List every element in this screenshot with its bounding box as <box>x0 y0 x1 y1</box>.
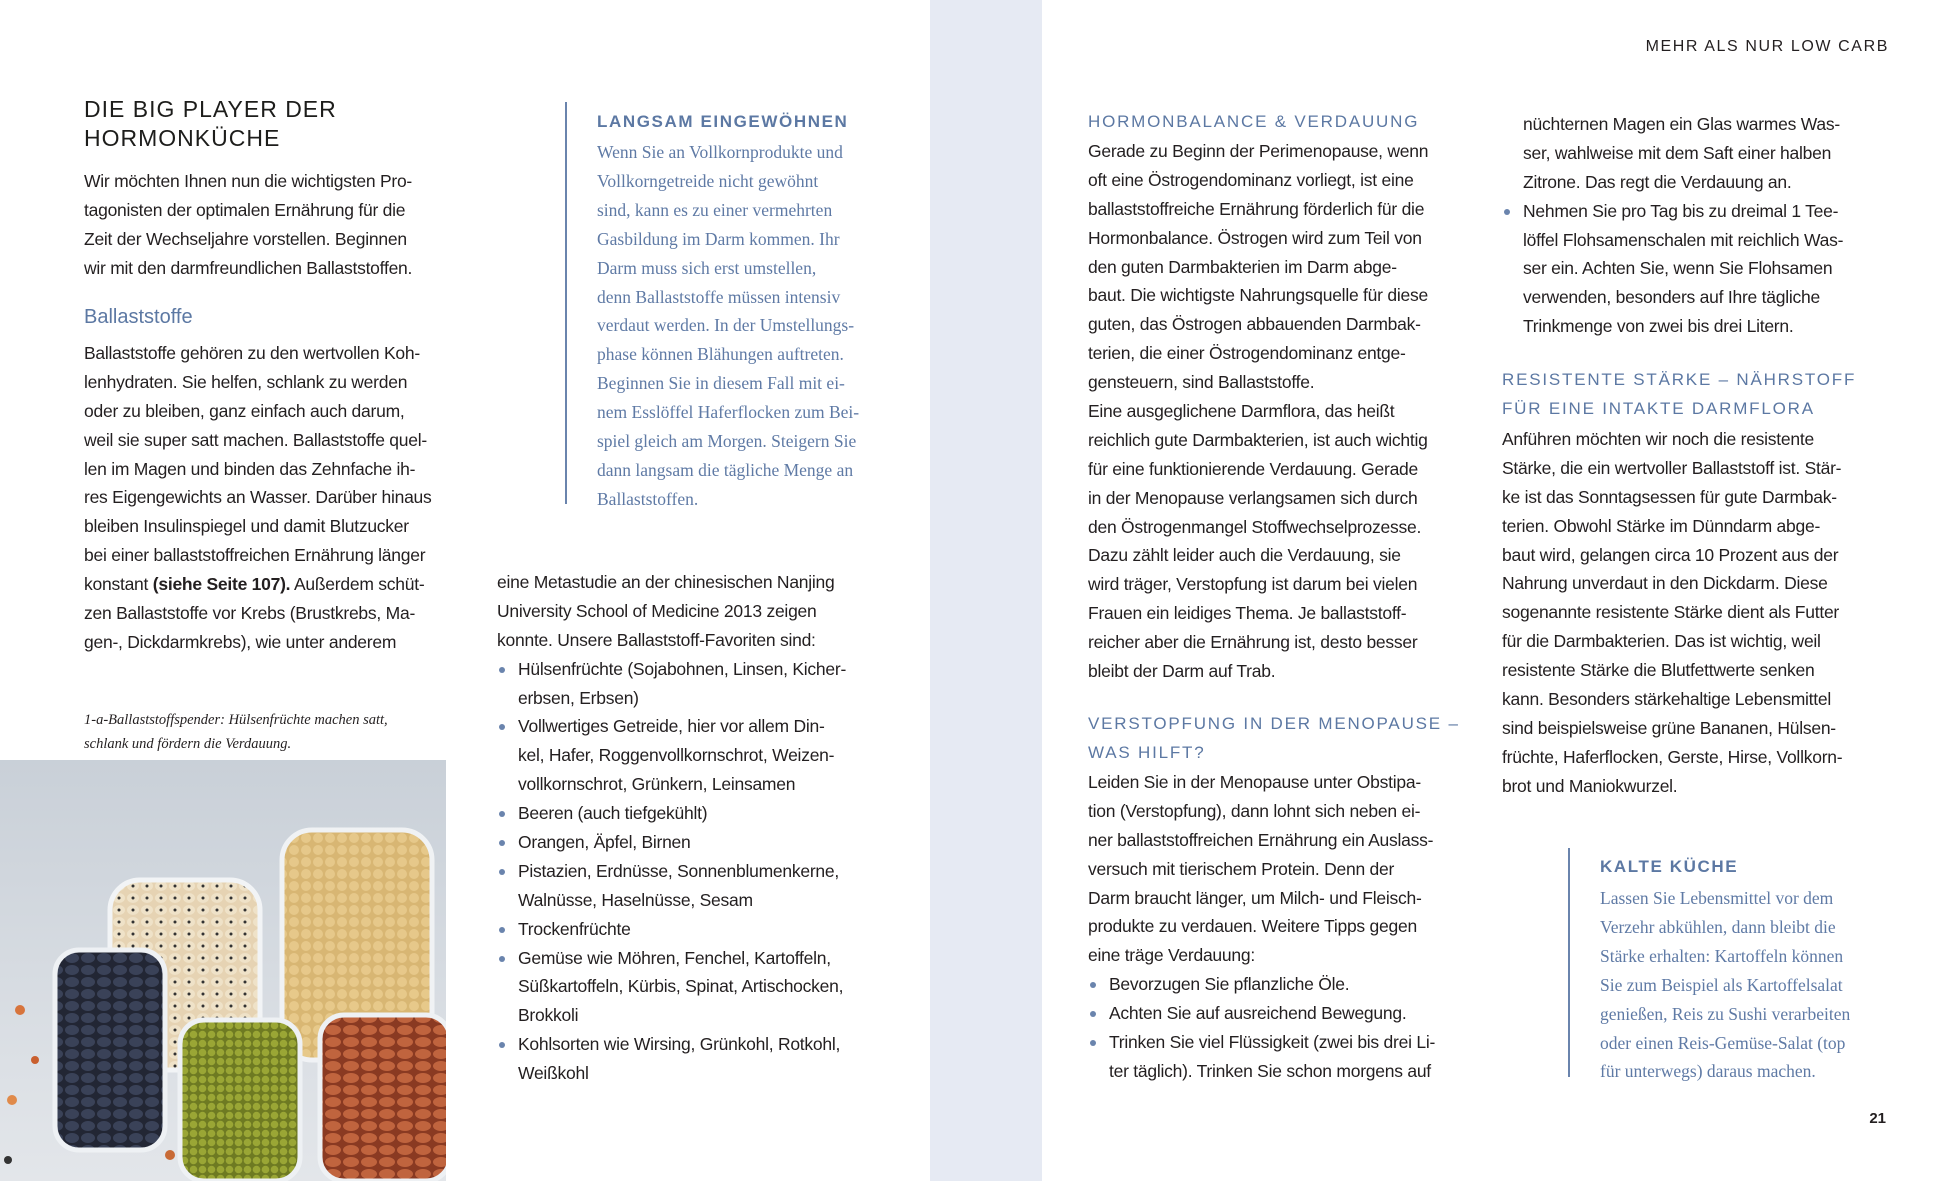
text-line: eine träge Verdauung: <box>1088 945 1255 966</box>
text-line: bleibt der Darm auf Trab. <box>1088 661 1276 682</box>
middle-column <box>497 568 846 1088</box>
list-item-line: Kohlsorten wie Wirsing, Grünkohl, Rotkohl, <box>518 1034 841 1055</box>
list-item <box>497 828 846 857</box>
resistente-staerke-paragraph <box>1502 425 1842 801</box>
list-item <box>1088 970 1435 999</box>
text: konstant <box>84 574 153 595</box>
list-item-line: ter täglich). Trinken Sie schon morgens auf <box>1109 1060 1431 1081</box>
list-item-line: vollkornschrot, Grünkern, Leinsamen <box>518 774 796 795</box>
text-line: oder einen Reis-Gemüse-Salat (top <box>1600 1032 1846 1053</box>
text-line: Wenn Sie an Vollkornprodukte und <box>597 142 843 162</box>
text-line: ner ballaststoffreichen Ernährung ein Auslass- <box>1088 829 1434 850</box>
text-line: lenhydraten. Sie helfen, schlank zu werden <box>84 371 408 392</box>
list-item-line: Beeren (auch tiefgekühlt) <box>518 803 708 824</box>
text-line: verdaut werden. In der Umstellungs- <box>597 315 855 336</box>
paragraph <box>497 568 846 655</box>
text-line: brot und Maniokwurzel. <box>1502 775 1678 796</box>
text-line: terien. Obwohl Stärke im Dünndarm abge- <box>1502 515 1821 536</box>
list-item-line: Hülsenfrüchte (Sojabohnen, Linsen, Kicher- <box>518 658 847 679</box>
text-line: phase können Blähungen auftreten. <box>597 344 844 365</box>
sidebar-rule <box>1568 848 1570 1077</box>
text-line: ser, wahlweise mit dem Saft einer halben <box>1523 142 1832 163</box>
sidebar-heading: LANGSAM EINGEWÖHNEN <box>597 112 849 131</box>
paragraph-lines <box>84 339 432 570</box>
sidebar-rule <box>565 102 567 504</box>
text-line: sogenannte resistente Stärke dient als Futter <box>1502 602 1840 623</box>
text-line: terien, die einer Östrogendominanz entge- <box>1088 343 1406 364</box>
list-item-line: Trinkmenge von zwei bis drei Litern. <box>1523 316 1794 337</box>
text-line: kann. Besonders stärkehaltige Lebensmittel <box>1502 689 1832 710</box>
text-line: Vollkorngetreide nicht gewöhnt <box>597 170 819 191</box>
paragraph <box>1088 768 1435 970</box>
text-line: tagonisten der optimalen Ernährung für die <box>84 199 406 220</box>
list-item-line: Brokkoli <box>518 1005 579 1026</box>
text-line: Sie zum Beispiel als Kartoffelsalat <box>1600 974 1843 995</box>
list-item <box>497 712 846 799</box>
list-item-line: erbsen, Erbsen) <box>518 687 639 708</box>
section-heading-ballaststoffe: Ballaststoffe <box>84 306 193 328</box>
text-line: HORMONKÜCHE <box>84 125 281 151</box>
text-line: nüchternen Magen ein Glas warmes Was- <box>1523 114 1840 134</box>
bullet-list <box>497 655 846 1088</box>
text-line: wird träger, Verstopfung ist darum bei vielen <box>1088 574 1418 595</box>
text-line: Hormonbalance. Östrogen wird zum Teil von <box>1088 227 1422 248</box>
page-reference: (siehe Seite 107). <box>152 574 291 595</box>
list-item-line: ser ein. Achten Sie, wenn Sie Flohsamen <box>1523 258 1833 279</box>
text-line: reicher aber die Ernährung ist, desto besser <box>1088 632 1418 653</box>
text-line: den Östrogenmangel Stoffwechselprozesse. <box>1088 516 1422 537</box>
text-line: bei einer ballaststoffreichen Ernährung länger <box>84 545 426 566</box>
text-line: University School of Medicine 2013 zeigen <box>497 600 817 621</box>
text-line: WAS HILFT? <box>1088 743 1206 762</box>
chapter-title <box>84 95 337 153</box>
text-line: 1-a-Ballaststoffspender: Hülsenfrüchte machen satt, <box>84 712 388 728</box>
text-line: ke ist das Sonntagsessen für gute Darmbak- <box>1502 486 1837 507</box>
text-line: Wir möchten Ihnen nun die wichtigsten Pro- <box>84 171 412 191</box>
photo-caption <box>84 708 388 756</box>
list-item-line: kel, Hafer, Roggenvollkornschrot, Weizen- <box>518 745 835 766</box>
legumes-jars-photo <box>0 760 446 1181</box>
text-line: Dazu zählt leider auch die Verdauung, sie <box>1088 545 1401 566</box>
text-line: gensteuern, sind Ballaststoffe. <box>1088 372 1315 393</box>
text-line: baut wird, gelangen circa 10 Prozent aus der <box>1502 544 1839 565</box>
text-line: produkte zu verdauen. Weitere Tipps gegen <box>1088 916 1417 937</box>
text-line: gen-, Dickdarmkrebs), wie unter anderem <box>84 631 397 652</box>
text-line: FÜR EINE INTAKTE DARMFLORA <box>1502 399 1815 418</box>
list-item <box>497 1030 846 1088</box>
text-line: für eine funktionierende Verdauung. Gerade <box>1088 458 1419 479</box>
text-line: ballaststoffreiche Ernährung förderlich für die <box>1088 198 1425 219</box>
hormonbalance-paragraph <box>1088 137 1428 686</box>
section-heading-resistente-staerke <box>1502 365 1856 423</box>
list-item-line: Bevorzugen Sie pflanzliche Öle. <box>1109 974 1350 995</box>
list-item <box>497 944 846 1031</box>
list-item-line: Gemüse wie Möhren, Fenchel, Kartoffeln, <box>518 947 831 968</box>
section-heading-verstopfung <box>1088 709 1460 767</box>
text-line: früchte, Haferflocken, Gerste, Hirse, Vollkorn- <box>1502 746 1843 767</box>
text-line: schlank und fördern die Verdauung. <box>84 736 292 752</box>
verstopfung-section <box>1088 768 1435 1086</box>
list-item <box>1088 999 1435 1028</box>
bullet-list <box>1502 197 1843 341</box>
list-item-line: Walnüsse, Haselnüsse, Sesam <box>518 889 753 910</box>
section-heading-hormonbalance: HORMONBALANCE & VERDAUUNG <box>1088 112 1420 131</box>
text-line: konnte. Unsere Ballaststoff-Favoriten sind: <box>497 629 816 650</box>
text-line: Ballaststoffe gehören zu den wertvollen Koh- <box>84 343 420 363</box>
list-item-line: Pistazien, Erdnüsse, Sonnenblumenkerne, <box>518 860 840 881</box>
text-line: guten, das Östrogen abbauenden Darmbak- <box>1088 314 1421 335</box>
text-line: Stärke erhalten: Kartoffeln können <box>1600 945 1844 966</box>
text-line: Frauen ein leidiges Thema. Je ballaststoff- <box>1088 603 1407 624</box>
text-line: oder zu bleiben, ganz einfach auch darum, <box>84 400 405 421</box>
list-item-line: Orangen, Äpfel, Birnen <box>518 832 691 853</box>
ballaststoffe-paragraph <box>84 339 432 657</box>
sidebar-text <box>1600 884 1850 1086</box>
text-line: VERSTOPFUNG IN DER MENOPAUSE – <box>1088 714 1460 733</box>
text-line: den guten Darmbakterien im Darm abge- <box>1088 256 1397 277</box>
text-line: Anführen möchten wir noch die resistente <box>1502 429 1814 449</box>
text-line: Leiden Sie in der Menopause unter Obstipa- <box>1088 772 1421 792</box>
text-line: für die Darmbakterien. Das ist wichtig, weil <box>1502 631 1821 652</box>
text-line: Lassen Sie Lebensmittel vor dem <box>1600 888 1834 908</box>
list-item <box>1502 197 1843 341</box>
text-line: eine Metastudie an der chinesischen Nanjing <box>497 572 835 592</box>
text-line: sind beispielsweise grüne Bananen, Hülsen- <box>1502 717 1836 738</box>
list-item-line: Weißkohl <box>518 1063 589 1084</box>
text-line: Darm muss sich erst umstellen, <box>597 257 817 278</box>
text-line: Ballaststoffen. <box>597 488 699 509</box>
text-line: denn Ballaststoffe müssen intensiv <box>597 286 841 307</box>
text-line: weil sie super satt machen. Ballaststoffe quel- <box>84 429 427 450</box>
text-line: für unterwegs) daraus machen. <box>1600 1061 1816 1082</box>
list-continuation <box>1502 110 1843 197</box>
list-item-line: Trockenfrüchte <box>518 918 631 939</box>
list-item <box>497 857 846 915</box>
list-item-line: Vollwertiges Getreide, hier vor allem Din- <box>518 716 825 737</box>
text-line: Gerade zu Beginn der Perimenopause, wenn <box>1088 141 1429 161</box>
text-line: RESISTENTE STÄRKE – NÄHRSTOFF <box>1502 370 1857 389</box>
text-line: sind, kann es zu einer vermehrten <box>597 199 833 220</box>
paragraph-lines <box>84 599 432 657</box>
text-line: nem Esslöffel Haferflocken zum Bei- <box>597 402 860 423</box>
text-line: bleiben Insulinspiegel und damit Blutzucker <box>84 516 409 537</box>
list-item <box>497 799 846 828</box>
text-line: resistente Stärke die Blutfettwerte senken <box>1502 660 1815 681</box>
photo-illustration <box>0 760 446 1181</box>
text-line: len im Magen und binden das Zehnfache ih- <box>84 458 416 479</box>
text-line: oft eine Östrogendominanz vorliegt, ist eine <box>1088 169 1414 190</box>
list-item-line: verwenden, besonders auf Ihre tägliche <box>1523 287 1820 308</box>
bullet-list <box>1088 970 1435 1086</box>
page-gutter <box>930 0 1042 1181</box>
text-line: zen Ballaststoffe vor Krebs (Brustkrebs, Ma- <box>84 603 416 624</box>
page-number: 21 <box>1869 1110 1886 1127</box>
text-line: dann langsam die tägliche Menge an <box>597 459 854 480</box>
text: Außerdem schüt- <box>290 574 425 595</box>
text-line: Stärke, die ein wertvoller Ballaststoff ist. Stär- <box>1502 457 1842 478</box>
text-line: Gasbildung im Darm kommen. Ihr <box>597 228 840 249</box>
text-line: Beginnen Sie in diesem Fall mit ei- <box>597 373 845 394</box>
text-line: DIE BIG PLAYER DER <box>84 96 337 122</box>
sidebar-text <box>597 138 859 514</box>
sidebar-heading: KALTE KÜCHE <box>1600 857 1739 876</box>
list-item <box>497 655 846 713</box>
text-line: baut. Die wichtigste Nahrungsquelle für diese <box>1088 285 1428 306</box>
text-line: Verzehr abkühlen, dann bleibt die <box>1600 916 1836 937</box>
text-line: res Eigengewichts an Wasser. Darüber hinaus <box>84 487 432 508</box>
running-header: MEHR ALS NUR LOW CARB <box>1645 38 1889 55</box>
text-line: reichlich gute Darmbakterien, ist auch wichtig <box>1088 429 1428 450</box>
text-line: in der Menopause verlangsamen sich durch <box>1088 487 1418 508</box>
list-item <box>1088 1028 1435 1086</box>
intro-paragraph <box>84 167 412 283</box>
text-line: Zeit der Wechseljahre vorstellen. Beginnen <box>84 228 407 249</box>
text-line: genießen, Reis zu Sushi verarbeiten <box>1600 1003 1851 1024</box>
list-item-line: Trinken Sie viel Flüssigkeit (zwei bis drei Li- <box>1109 1032 1436 1053</box>
list-item-line: Achten Sie auf ausreichend Bewegung. <box>1109 1003 1407 1024</box>
text-line: Eine ausgeglichene Darmflora, das heißt <box>1088 401 1395 422</box>
text-line: versuch mit tierischem Protein. Denn der <box>1088 858 1395 879</box>
right-column-2 <box>1502 110 1843 341</box>
list-item-line: löffel Flohsamenschalen mit reichlich Was- <box>1523 229 1844 250</box>
text-line: spiel gleich am Morgen. Steigern Sie <box>597 431 857 452</box>
text-line: Darm braucht länger, um Milch- und Fleisch- <box>1088 887 1422 908</box>
list-item <box>497 915 846 944</box>
text-line: Zitrone. Das regt die Verdauung an. <box>1523 171 1792 192</box>
text-line: tion (Verstopfung), dann lohnt sich neben ei- <box>1088 800 1421 821</box>
text-line: Nahrung unverdaut in den Dickdarm. Diese <box>1502 573 1828 594</box>
paragraph-line-reference <box>84 570 432 599</box>
list-item-line: Nehmen Sie pro Tag bis zu dreimal 1 Tee- <box>1523 200 1839 221</box>
list-item-line: Süßkartoffeln, Kürbis, Spinat, Artischocken, <box>518 976 844 997</box>
text-line: wir mit den darmfreundlichen Ballaststoffen. <box>84 257 413 278</box>
